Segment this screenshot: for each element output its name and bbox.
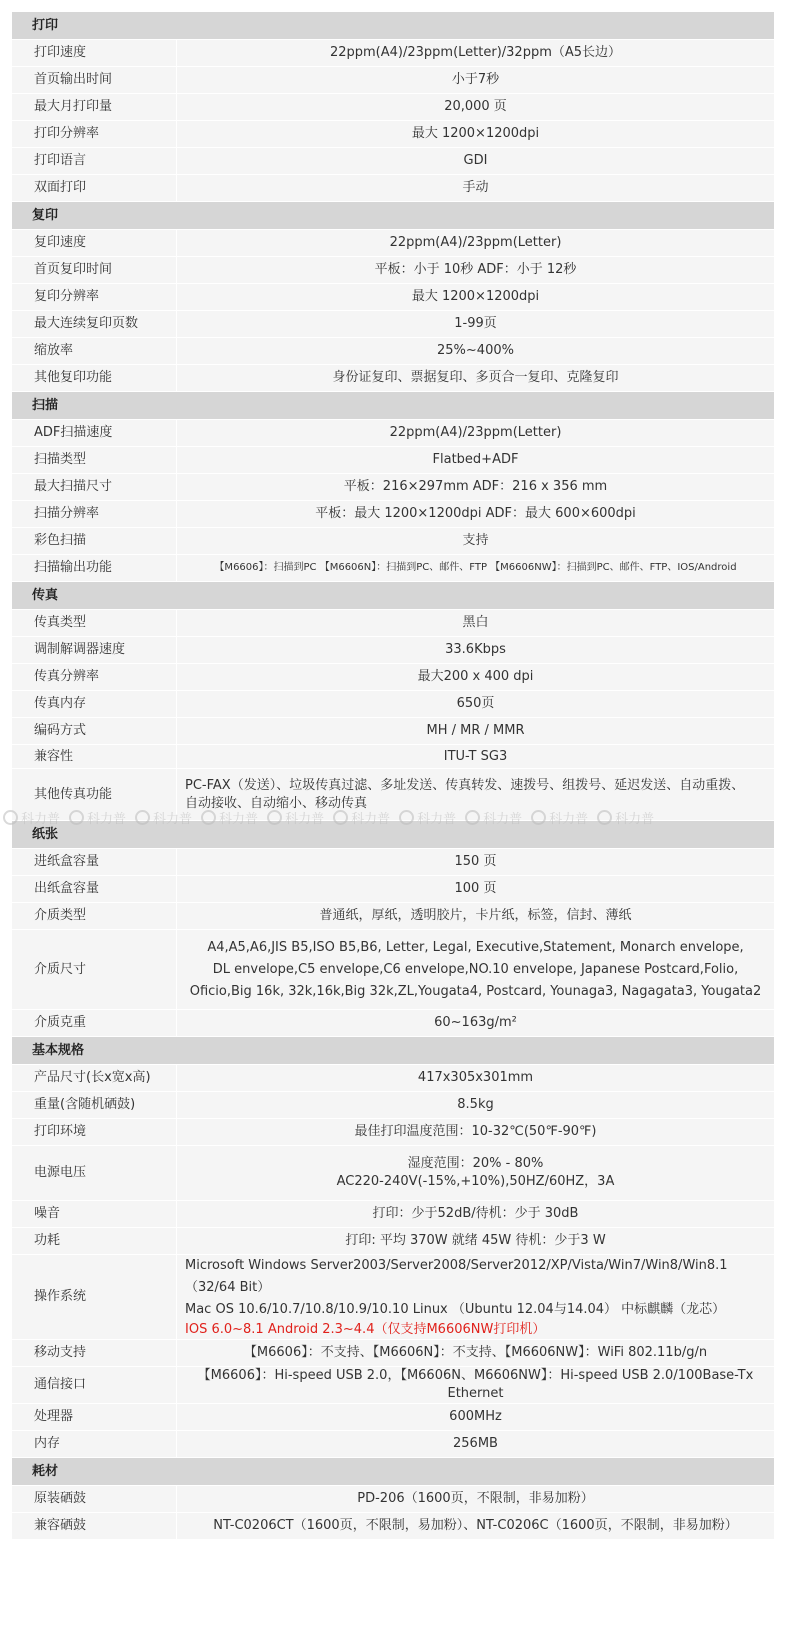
spec-row (12, 1201, 775, 1228)
spec-value-note: IOS 6.0~8.1 Android 2.3~4.4（仅支持M6606NW打印机） (185, 1322, 546, 1337)
spec-row (12, 447, 775, 474)
spec-label: 扫描类型 (12, 447, 177, 474)
spec-value-line: 33.6Kbps (445, 642, 506, 657)
spec-value-line: 8.5kg (457, 1097, 494, 1112)
section-header (12, 202, 775, 230)
spec-row (12, 718, 775, 745)
spec-row (12, 1367, 775, 1404)
spec-value-line: 22ppm(A4)/23ppm(Letter) (389, 235, 562, 250)
spec-value-line: Microsoft Windows Server2003/Server2008/Server2012/XP/Vista/Win7/Win8/Win8.1（32/64 Bit） (185, 1258, 728, 1295)
spec-value-line: DL envelope,C5 envelope,C6 envelope,NO.10 envelope, Japanese Postcard,Folio, (212, 961, 739, 977)
spec-value (177, 1255, 775, 1340)
watermark-text: 科力普 (153, 811, 193, 827)
spec-value-line: 60~163g/m² (434, 1015, 517, 1030)
spec-value (177, 121, 775, 148)
spec-value (177, 1146, 775, 1201)
section-title: 基本规格 (12, 1037, 775, 1065)
watermark-text: 科力普 (285, 811, 325, 827)
spec-value (177, 94, 775, 121)
spec-row (12, 849, 775, 876)
spec-value-line: 普通纸，厚纸，透明胶片，卡片纸，标签，信封、薄纸 (319, 908, 632, 923)
spec-label: 兼容性 (12, 745, 177, 769)
watermark-text: 科力普 (417, 811, 457, 827)
spec-value-line: AC220-240V(-15%,+10%),50HZ/60HZ，3A (336, 1174, 615, 1189)
spec-value-line: 平板：216×297mm ADF：216 x 356 mm (343, 479, 608, 494)
spec-row (12, 501, 775, 528)
spec-value (177, 338, 775, 365)
spec-row (12, 474, 775, 501)
watermark-text: 科力普 (483, 811, 523, 827)
spec-label: 最大扫描尺寸 (12, 474, 177, 501)
spec-row (12, 1255, 775, 1340)
spec-value (177, 718, 775, 745)
spec-label: 功耗 (12, 1228, 177, 1255)
spec-value (177, 876, 775, 903)
spec-row (12, 555, 775, 582)
spec-value (177, 528, 775, 555)
spec-row (12, 230, 775, 257)
spec-row (12, 876, 775, 903)
section-header (12, 392, 775, 420)
spec-value (177, 40, 775, 67)
spec-value-line: 打印: 平均 370W 就绪 45W 待机：少于3 W (345, 1233, 606, 1248)
spec-value-line: 最佳打印温度范围：10-32℃(50℉-90℉) (354, 1124, 597, 1139)
spec-row (12, 1431, 775, 1458)
spec-value-line: 150 页 (454, 854, 497, 869)
spec-value (177, 365, 775, 392)
spec-label: 内存 (12, 1431, 177, 1458)
spec-value-line: 25%~400% (437, 343, 514, 358)
spec-row (12, 420, 775, 447)
spec-label: 重量(含随机硒鼓) (12, 1092, 177, 1119)
spec-label: 噪音 (12, 1201, 177, 1228)
spec-value (177, 691, 775, 718)
spec-value-line: 手动 (462, 180, 489, 195)
spec-value-line: 100 页 (454, 881, 497, 896)
spec-row (12, 1092, 775, 1119)
spec-row (12, 311, 775, 338)
spec-value (177, 230, 775, 257)
spec-row (12, 1486, 775, 1513)
spec-label: 产品尺寸(长x宽x高) (12, 1065, 177, 1092)
spec-value (177, 1228, 775, 1255)
spec-row (12, 365, 775, 392)
spec-label: 介质类型 (12, 903, 177, 930)
spec-label: 最大连续复印页数 (12, 311, 177, 338)
spec-value-line: ITU-T SG3 (443, 748, 508, 764)
spec-value-line: PC-FAX（发送）、垃圾传真过滤、多址发送、传真转发、速拨号、组拨号、延迟发送、自动重拨、 (185, 777, 745, 793)
spec-value-line: 平板：小于 10秒 ADF：小于 12秒 (374, 262, 577, 277)
spec-value-line: 20,000 页 (444, 99, 507, 114)
section-header (12, 821, 775, 849)
section-header (12, 1037, 775, 1065)
spec-value (177, 637, 775, 664)
section-title: 复印 (12, 202, 775, 230)
spec-value (177, 1092, 775, 1119)
spec-value-line: 湿度范围：20% - 80% (407, 1156, 544, 1171)
spec-label: 打印速度 (12, 40, 177, 67)
spec-value (177, 1431, 775, 1458)
spec-row (12, 745, 775, 769)
spec-value (177, 930, 775, 1010)
spec-label: 缩放率 (12, 338, 177, 365)
spec-label: 打印环境 (12, 1119, 177, 1146)
watermark-text: 科力普 (615, 811, 655, 827)
watermark-text: 科力普 (87, 811, 127, 827)
spec-row (12, 148, 775, 175)
spec-value (177, 1404, 775, 1431)
watermark-text: 科力普 (219, 811, 259, 827)
spec-value (177, 284, 775, 311)
spec-label: 扫描输出功能 (12, 555, 177, 582)
spec-label: 出纸盒容量 (12, 876, 177, 903)
spec-label: 传真类型 (12, 610, 177, 637)
spec-value-line: 22ppm(A4)/23ppm(Letter)/32ppm（A5长边） (329, 45, 622, 60)
spec-row (12, 1513, 775, 1540)
spec-row (12, 1228, 775, 1255)
spec-table (11, 11, 775, 1540)
spec-row (12, 1404, 775, 1431)
spec-value (177, 311, 775, 338)
spec-value-line: MH / MR / MMR (426, 723, 525, 738)
spec-value-line: 【M6606】：Hi-speed USB 2.0，【M6606N、M6606NW】：Hi-speed USB 2.0/100Base-Tx Ethernet (197, 1368, 754, 1401)
spec-value (177, 257, 775, 284)
spec-value-line: 最大 1200×1200dpi (411, 289, 540, 304)
spec-value-line: 650页 (456, 696, 495, 711)
spec-label: 操作系统 (12, 1255, 177, 1340)
section-title: 打印 (12, 12, 775, 40)
spec-row (12, 528, 775, 555)
spec-value-line: 平板：最大 1200×1200dpi ADF：最大 600×600dpi (315, 506, 636, 521)
spec-row (12, 1119, 775, 1146)
spec-row (12, 284, 775, 311)
spec-value (177, 1367, 775, 1404)
spec-value (177, 447, 775, 474)
spec-value-line: 417x305x301mm (417, 1070, 534, 1085)
spec-value-line: PD-206（1600页，不限制，非易加粉） (357, 1491, 594, 1506)
spec-row (12, 67, 775, 94)
spec-value-line: 最大200 x 400 dpi (417, 669, 534, 684)
spec-value (177, 1340, 775, 1367)
spec-label: 打印分辨率 (12, 121, 177, 148)
section-header (12, 582, 775, 610)
spec-value-line: 1-99页 (454, 316, 497, 331)
spec-value-line: Flatbed+ADF (432, 452, 519, 467)
spec-label: 通信接口 (12, 1367, 177, 1404)
spec-label: ADF扫描速度 (12, 420, 177, 447)
spec-label: 原装硒鼓 (12, 1486, 177, 1513)
spec-value (177, 148, 775, 175)
spec-value (177, 420, 775, 447)
spec-value-line: 支持 (462, 533, 489, 548)
spec-label: 打印语言 (12, 148, 177, 175)
spec-label: 彩色扫描 (12, 528, 177, 555)
spec-value (177, 849, 775, 876)
spec-value-line: 【M6606】：扫描到PC 【M6606N】：扫描到PC、邮件、FTP 【M6606NW】：扫描到PC、邮件、FTP、IOS/Android (214, 562, 737, 573)
section-header (12, 12, 775, 40)
spec-label: 移动支持 (12, 1340, 177, 1367)
spec-row (12, 610, 775, 637)
spec-label: 处理器 (12, 1404, 177, 1431)
spec-value (177, 903, 775, 930)
spec-row (12, 121, 775, 148)
spec-value-line: A4,A5,A6,JIS B5,ISO B5,B6, Letter, Legal, Executive,Statement, Monarch envelope, (207, 939, 744, 955)
spec-value (177, 1065, 775, 1092)
spec-row (12, 40, 775, 67)
spec-value-line: 黑白 (462, 615, 489, 630)
watermark-text: 科力普 (21, 811, 61, 827)
spec-row (12, 691, 775, 718)
spec-value (177, 474, 775, 501)
spec-label: 编码方式 (12, 718, 177, 745)
spec-label: 复印分辨率 (12, 284, 177, 311)
spec-value (177, 175, 775, 202)
spec-value (177, 1486, 775, 1513)
watermark-text: 科力普 (351, 811, 391, 827)
spec-row (12, 664, 775, 691)
spec-value (177, 745, 775, 769)
spec-label: 传真分辨率 (12, 664, 177, 691)
spec-value (177, 67, 775, 94)
spec-value (177, 1119, 775, 1146)
spec-label: 最大月打印量 (12, 94, 177, 121)
spec-value (177, 1513, 775, 1540)
spec-label: 其他传真功能 (12, 769, 177, 821)
spec-row (12, 94, 775, 121)
spec-value (177, 501, 775, 528)
spec-value-line: 自动接收、自动缩小、移动传真 (185, 795, 368, 811)
section-title: 纸张 (12, 821, 775, 849)
spec-value (177, 1201, 775, 1228)
spec-value (177, 555, 775, 582)
spec-label: 电源电压 (12, 1146, 177, 1201)
spec-label: 复印速度 (12, 230, 177, 257)
spec-row (12, 1065, 775, 1092)
spec-value-line: 最大 1200×1200dpi (411, 126, 540, 141)
spec-value (177, 610, 775, 637)
spec-label: 介质克重 (12, 1010, 177, 1037)
spec-row (12, 175, 775, 202)
spec-value-line: 身份证复印、票据复印、多页合一复印、克隆复印 (332, 370, 619, 385)
spec-row (12, 1340, 775, 1367)
spec-label: 传真内存 (12, 691, 177, 718)
spec-label: 双面打印 (12, 175, 177, 202)
watermark-text: 科力普 (549, 811, 589, 827)
spec-value-line: 256MB (453, 1436, 498, 1451)
spec-label: 首页输出时间 (12, 67, 177, 94)
spec-value-line: Mac OS 10.6/10.7/10.8/10.9/10.10 Linux （Ubuntu 12.04与14.04） 中标麒麟（龙芯） (185, 1302, 726, 1317)
spec-value-line: Oficio,Big 16k, 32k,16k,Big 32k,ZL,Yougata4, Postcard, Younaga3, Nagagata3, Yougata2 (189, 983, 762, 999)
spec-row (12, 1010, 775, 1037)
spec-label: 进纸盒容量 (12, 849, 177, 876)
spec-value (177, 664, 775, 691)
spec-value-line: 小于7秒 (451, 72, 500, 87)
spec-row (12, 903, 775, 930)
spec-value-line: 【M6606】：不支持、【M6606N】：不支持、【M6606NW】：WiFi 802.11b/g/n (243, 1345, 708, 1360)
spec-label: 调制解调器速度 (12, 637, 177, 664)
spec-label: 兼容硒鼓 (12, 1513, 177, 1540)
spec-value-line: 打印：少于52dB/待机：少于 30dB (372, 1206, 579, 1221)
spec-value (177, 1010, 775, 1037)
spec-label: 扫描分辨率 (12, 501, 177, 528)
spec-row (12, 769, 775, 821)
spec-label: 其他复印功能 (12, 365, 177, 392)
section-title: 扫描 (12, 392, 775, 420)
spec-row (12, 338, 775, 365)
spec-row (12, 930, 775, 1010)
section-header (12, 1458, 775, 1486)
spec-value-line: NT-C0206CT（1600页，不限制，易加粉）、NT-C0206C（1600页，不限制，非易加粉） (213, 1518, 738, 1533)
section-title: 耗材 (12, 1458, 775, 1486)
spec-value-line: GDI (463, 153, 488, 168)
spec-row (12, 257, 775, 284)
spec-row (12, 637, 775, 664)
spec-value-line: 600MHz (449, 1409, 502, 1424)
spec-label: 首页复印时间 (12, 257, 177, 284)
spec-row (12, 1146, 775, 1201)
spec-value-line: 22ppm(A4)/23ppm(Letter) (389, 425, 562, 440)
spec-label: 介质尺寸 (12, 930, 177, 1010)
section-title: 传真 (12, 582, 775, 610)
spec-value (177, 769, 775, 821)
